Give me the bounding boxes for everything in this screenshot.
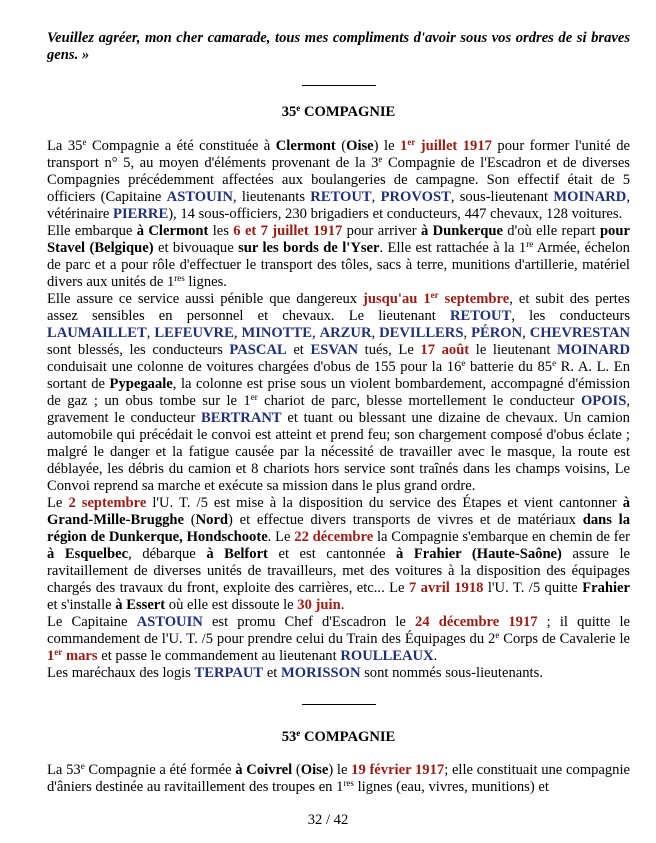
person-name: ESVAN <box>310 342 359 358</box>
place-name: Oise <box>300 762 329 778</box>
person-name: TERPAUT <box>194 665 264 681</box>
date: 17 août <box>420 342 470 358</box>
person-name: PASCAL <box>229 342 287 358</box>
person-name: MORISSON <box>281 665 361 681</box>
paragraph: Le Capitaine ASTOUIN est promu Chef d'Escadron le 24 décembre 1917 ; il quitte le commandement de l'U. T. /5 pour prendre celui du Train des Équipages du 2e Corps de Cavalerie le 1er mars et passe le commandement au lieutenant ROULLEAUX. <box>47 614 630 664</box>
person-name: RETOUT <box>310 189 372 205</box>
section-divider <box>302 704 376 705</box>
closing-quote: Veuillez agréer, mon cher camarade, tous mes compliments d'avoir sous vos ordres de si braves gens. » <box>47 30 630 63</box>
person-name: CHEVRESTAN <box>529 325 631 341</box>
paragraph: Elle embarque à Clermont les 6 et 7 juillet 1917 pour arriver à Dunkerque d'où elle repart pour Stavel (Belgique) et bivouaque sur les bords de l'Yser. Elle est rattachée à la 1re Armée, échelon de parc et a pour rôle d'effectuer le transport des tôles, sacs à terre, munitions d'artillerie, matériel divers aux unités de 1res lignes. <box>47 223 630 290</box>
person-name: LAUMAILLET <box>47 325 147 341</box>
person-name: PROVOST <box>380 189 451 205</box>
date: 30 juin <box>297 597 341 613</box>
document-page <box>47 30 630 796</box>
place-name: à Dunkerque <box>420 223 503 239</box>
date: 24 décembre 1917 <box>415 614 538 630</box>
paragraph: Elle assure ce service aussi pénible que dangereux jusqu'au 1er septembre, et subit des pertes assez sensibles en personnel et chevaux. Le lieutenant RETOUT, les conducteurs LAUMAILLET, LEFEUVRE, MINOTTE, ARZUR, DEVILLERS, PÉRON, CHEVRESTAN sont blessés, les conducteurs PASCAL et ESVAN tués, Le 17 août le lieutenant MOINARD conduisait une colonne de voitures chargées d'obus de 155 pour la 16e batterie du 85e R. A. L. En sortant de Pypegaale, la colonne est prise sous un violent bombardement, accompagné d'émission de gaz ; un obus tombe sur le 1er chariot de parc, blesse mortellement le conducteur OPOIS, gravement le conducteur BERTRANT et tuant ou blessant une dizaine de chevaux. Un camion automobile qui précédait le convoi est atteint et prend feu; son chargement composé d'obus éclate ; malgré le danger et la fatigue causée par la nécessité de travailler avec le masque, la route est déblayée, les débris du camion et 8 chariots hors service sont traînés dans les champs voisins, Le Convoi reprend sa marche et exécute sa mission dans le plus grand ordre. <box>47 290 631 494</box>
section-body-53 <box>47 762 630 796</box>
date: 19 février 1917 <box>351 762 445 778</box>
place-name: à Belfort <box>206 546 268 562</box>
section-heading-53: 53e COMPAGNIE <box>281 728 396 745</box>
paragraph: La 35e Compagnie a été constituée à Clermont (Oise) le 1er juillet 1917 pour former l'unité de transport n° 5, au moyen d'éléments provenant de la 3e Compagnie de l'Escadron et de diverses Compagnies précédemment affectées aux boulangeries de campagne. Son effectif était de 5 officiers (Capitaine ASTOUIN, lieutenants RETOUT, PROVOST, sous-lieutenant MOINARD, vétérinaire PIERRE), 14 sous-officiers, 230 brigadiers et conducteurs, 447 chevaux, 128 voitures. <box>47 137 630 222</box>
person-name: RETOUT <box>449 308 512 324</box>
person-name: MOINARD <box>557 342 630 358</box>
date: 1er juillet 1917 <box>400 137 492 154</box>
paragraph: Les maréchaux des logis TERPAUT et MORISSON sont nommés sous-lieutenants. <box>47 665 543 681</box>
place-name: pour Stavel (Belgique) <box>47 223 630 256</box>
section-body-35 <box>47 138 630 682</box>
person-name: DEVILLERS <box>379 325 464 341</box>
paragraph: Le 2 septembre l'U. T. /5 est mise à la disposition du service des Étapes et vient cantonner à Grand-Mille-Brugghe (Nord) et effectue divers transports de vivres et de matériaux dans la région de Dunkerque, Hondschoote. Le 22 décembre la Compagnie s'embarque en chemin de fer à Esquelbec, débarque à Belfort et est cantonnée à Frahier (Haute-Saône) assure le ravitaillement de diverses unités de travailleurs, met des voitures à la disposition des équipages chargés des travaux du front, exploite des carrières, etc... Le 7 avril 1918 l'U. T. /5 quitte Frahier et s'installe à Essert où elle est dissoute le 30 juin. <box>47 495 631 613</box>
date: jusqu'au 1er septembre <box>363 290 510 307</box>
paragraph: La 53e Compagnie a été formée à Coivrel (Oise) le 19 février 1917; elle constituait une compagnie d'âniers destinée au ravitaillement des troupes en 1res lignes (eau, vivres, munitions) et <box>47 761 631 795</box>
place-name: à Clermont <box>136 223 209 239</box>
person-name: OPOIS <box>580 393 627 409</box>
person-name: ASTOUIN <box>136 614 203 630</box>
person-name: ASTOUIN <box>166 189 233 205</box>
place-name: Nord <box>195 512 229 528</box>
place-name: sur les bords de l'Yser <box>238 240 380 256</box>
place-name: Clermont <box>275 138 336 154</box>
date: 1er mars <box>47 647 98 664</box>
place-name: à Essert <box>115 597 166 613</box>
section-divider <box>302 85 376 86</box>
person-name: LEFEUVRE <box>154 325 234 341</box>
person-name: ROULLEAUX <box>340 648 434 664</box>
place-name: à Coivrel <box>235 762 293 778</box>
place-name: Frahier <box>582 580 631 596</box>
person-name: PÉRON <box>471 325 523 341</box>
date: 22 décembre <box>294 529 374 545</box>
person-name: ARZUR <box>319 325 372 341</box>
place-name: Oise <box>346 138 374 154</box>
place-name: à Frahier (Haute-Saône) <box>395 546 562 562</box>
place-name: dans la région de Dunkerque, Hondschoote <box>47 512 631 545</box>
date: 7 avril 1918 <box>408 580 484 596</box>
place-name: Pypegaale <box>109 376 173 392</box>
person-name: MINOTTE <box>241 325 312 341</box>
place-name: à Esquelbec <box>47 546 129 562</box>
page-number: 32 / 42 <box>307 812 349 828</box>
person-name: BERTRANT <box>201 410 282 426</box>
date: 2 septembre <box>68 495 147 511</box>
place-name: à Grand-Mille-Brugghe <box>47 495 630 528</box>
date: 6 et 7 juillet 1917 <box>233 223 343 239</box>
section-heading-35: 35e COMPAGNIE <box>281 103 396 120</box>
person-name: MOINARD <box>553 189 627 205</box>
person-name: PIERRE <box>113 206 169 222</box>
